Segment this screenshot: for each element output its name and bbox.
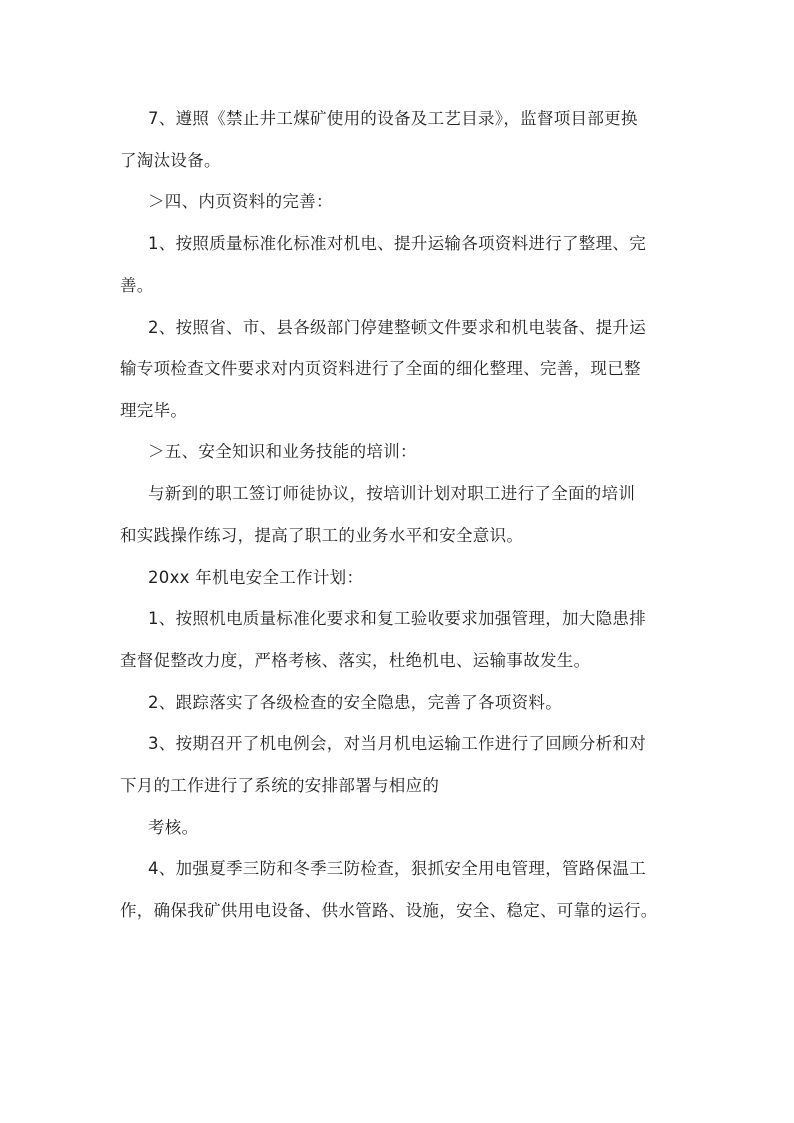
paragraph-line: 与新到的职工签订师徒协议，按培训计划对职工进行了全面的培训 bbox=[148, 484, 636, 503]
paragraph-line: 了淘汰设备。 bbox=[120, 151, 221, 170]
paragraph-line: 善。 bbox=[120, 276, 154, 295]
paragraph-line: 2、跟踪落实了各级检查的安全隐患，完善了各项资料。 bbox=[148, 693, 562, 712]
paragraph-line: 理完毕。 bbox=[120, 401, 188, 420]
paragraph-line: 和实践操作练习，提高了职工的业务水平和安全意识。 bbox=[120, 526, 524, 545]
paragraph-line: 考核。 bbox=[148, 818, 199, 837]
paragraph-line: 2、按照省、市、县各级部门停建整顿文件要求和机电装备、提升运 bbox=[148, 318, 646, 337]
section-heading: ＞四、内页资料的完善： bbox=[148, 192, 333, 211]
paragraph-line: 查督促整改力度，严格考核、落实，杜绝机电、运输事故发生。 bbox=[120, 651, 591, 670]
paragraph-line: 4、加强夏季三防和冬季三防检查，狠抓安全用电管理，管路保温工 bbox=[148, 859, 646, 878]
paragraph-line: 1、按照质量标准化标准对机电、提升运输各项资料进行了整理、完 bbox=[148, 234, 646, 253]
paragraph-line: 输专项检查文件要求对内页资料进行了全面的细化整理、完善，现已整 bbox=[120, 359, 641, 378]
paragraph-line: 7、遵照《禁止井工煤矿使用的设备及工艺目录》，监督项目部更换 bbox=[148, 109, 638, 128]
section-heading: 20xx 年机电安全工作计划： bbox=[148, 568, 364, 587]
section-heading: ＞五、安全知识和业务技能的培训： bbox=[148, 442, 417, 461]
paragraph-line: 下月的工作进行了系统的安排部署与相应的 bbox=[120, 776, 440, 795]
paragraph-line: 1、按照机电质量标准化要求和复工验收要求加强管理，加大隐患排 bbox=[148, 609, 646, 628]
paragraph-line: 3、按期召开了机电例会，对当月机电运输工作进行了回顾分析和对 bbox=[148, 734, 646, 753]
paragraph-line: 作，确保我矿供用电设备、供水管路、设施，安全、稳定、可靠的运行。 bbox=[120, 901, 658, 920]
